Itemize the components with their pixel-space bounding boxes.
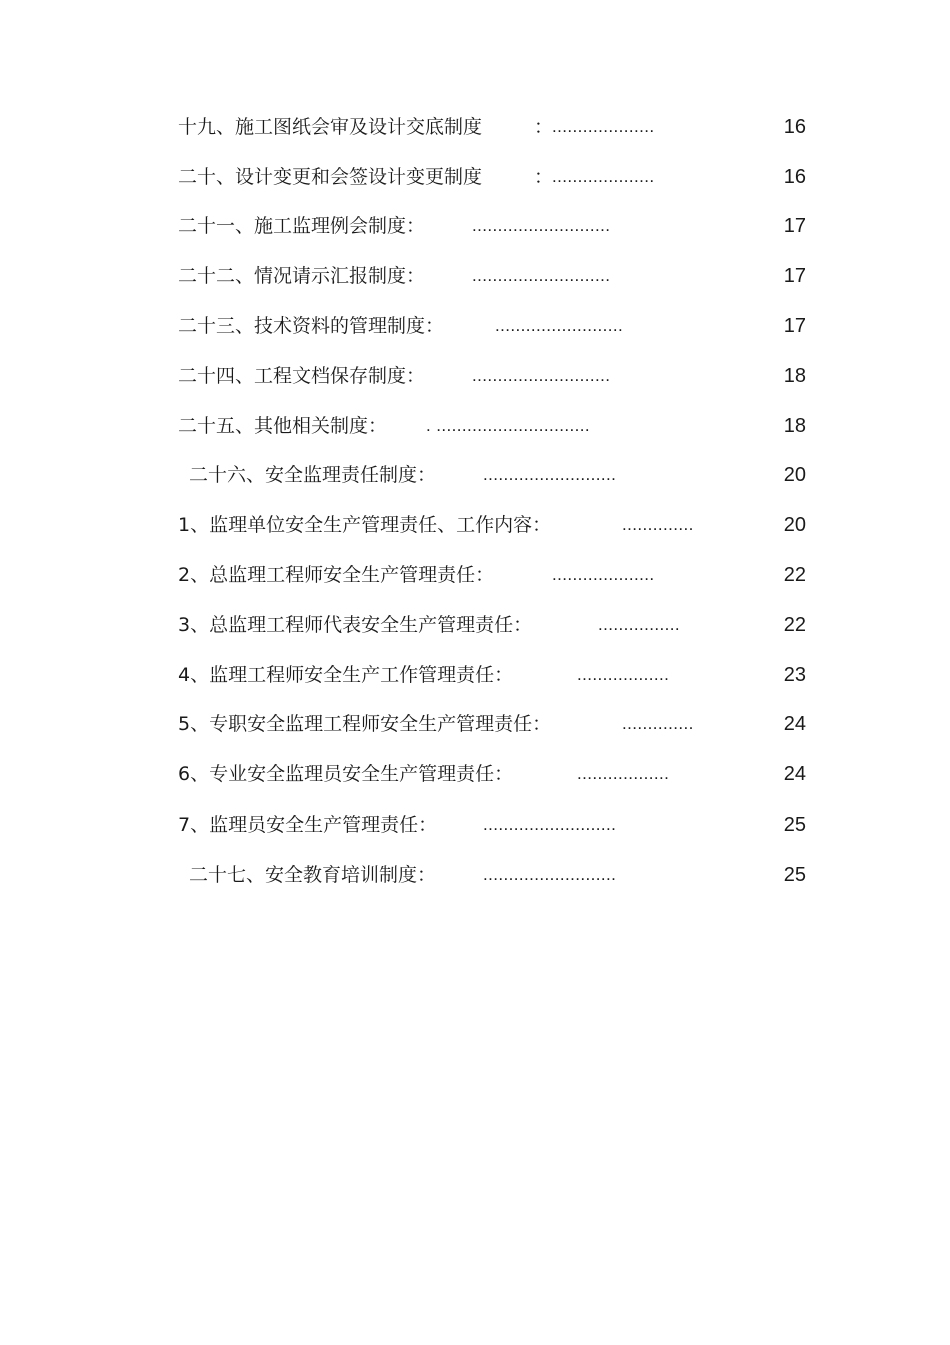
toc-entry-title: 5、专职安全监理工程师安全生产管理责任： [178,713,552,735]
toc-entry-26-3[interactable] [0,610,950,640]
toc-entry-leader: ......................... [495,316,624,335]
toc-entry-26-5[interactable] [0,709,950,739]
toc-entry-page: 18 [783,415,806,437]
toc-entry-leader: .................... [552,167,655,186]
toc-entry-leader: .............. [622,714,694,733]
toc-entry-page: 22 [783,614,806,636]
toc-entry-title: 十九、施工图纸会审及设计交底制度 [178,116,483,138]
toc-entry-page: 17 [783,215,806,237]
toc-entry-page: 17 [783,265,806,287]
toc-entry-leader: ................ [598,615,680,634]
toc-entry-title: 7、监理员安全生产管理责任： [178,814,438,836]
toc-entry-leader: .................. [577,764,670,783]
toc-entry-20[interactable] [0,162,950,192]
toc-entry-leader: ........................... [472,216,611,235]
toc-entry-page: 20 [783,514,806,536]
toc-entry-leader: .............. [622,515,694,534]
toc-entry-page: 25 [783,814,806,836]
toc-entry-title: 二十一、施工监理例会制度： [178,215,426,237]
toc-entry-22[interactable] [0,261,950,291]
toc-entry-page: 25 [783,864,806,886]
toc-entry-title: 二十二、情况请示汇报制度： [178,265,426,287]
toc-entry-leader: .......................... [483,865,617,884]
toc-entry-page: 24 [783,713,806,735]
toc-entry-leader: ........................... [472,266,611,285]
toc-entry-21[interactable] [0,211,950,241]
toc-entry-title: 1、监理单位安全生产管理责任、工作内容： [178,514,552,536]
toc-entry-page: 17 [783,315,806,337]
toc-entry-title: 二十四、工程文档保存制度： [178,365,426,387]
toc-entry-title: 4、监理工程师安全生产工作管理责任： [178,664,514,686]
toc-entry-colon: ： [534,166,554,188]
toc-entry-leader: .................... [552,565,655,584]
toc-entry-title: 2、总监理工程师安全生产管理责任： [178,564,495,586]
toc-entry-26-7[interactable] [0,810,950,840]
toc-entry-24[interactable] [0,361,950,391]
toc-entry-leader: .......................... [483,815,617,834]
toc-entry-leader: .......................... [483,465,617,484]
toc-entry-page: 18 [783,365,806,387]
toc-entry-page: 24 [783,763,806,785]
toc-entry-title: 6、专业安全监理员安全生产管理责任： [178,763,514,785]
toc-entry-26-6[interactable] [0,759,950,789]
toc-entry-leader: .................... [552,117,655,136]
toc-entry-19[interactable] [0,112,950,142]
toc-entry-leader: .................. [577,665,670,684]
toc-entry-26-1[interactable] [0,510,950,540]
toc-entry-page: 22 [783,564,806,586]
toc-entry-leader: ........................... [472,366,611,385]
toc-entry-leader: . .............................. [426,416,590,435]
toc-entry-title: 二十六、安全监理责任制度： [189,464,437,486]
toc-entry-26-4[interactable] [0,660,950,690]
toc-entry-23[interactable] [0,311,950,341]
toc-entry-26[interactable] [0,460,950,490]
toc-entry-title: 二十、设计变更和会签设计变更制度 [178,166,483,188]
toc-entry-page: 16 [783,166,806,188]
toc-entry-title: 二十七、安全教育培训制度： [189,864,437,886]
toc-entry-page: 16 [783,116,806,138]
toc-entry-title: 二十五、其他相关制度： [178,415,388,437]
toc-entry-25[interactable] [0,411,950,441]
toc-entry-page: 20 [783,464,806,486]
toc-entry-page: 23 [783,664,806,686]
toc-entry-title: 3、总监理工程师代表安全生产管理责任： [178,614,533,636]
toc-entry-27[interactable] [0,860,950,890]
toc-entry-title: 二十三、技术资料的管理制度： [178,315,445,337]
toc-entry-colon: ： [534,116,554,138]
toc-entry-26-2[interactable] [0,560,950,590]
